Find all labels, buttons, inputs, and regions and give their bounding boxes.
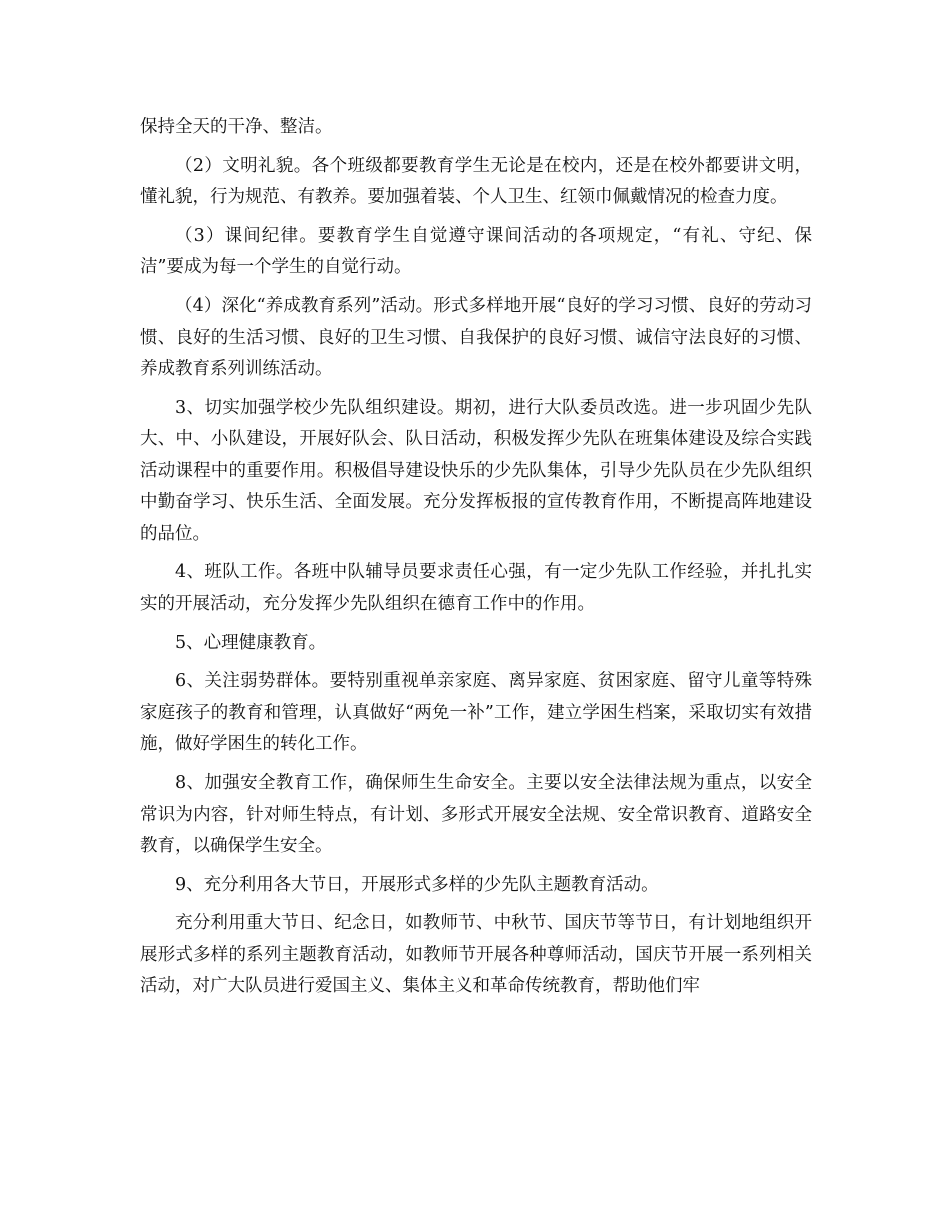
paragraph-vulnerable-groups: 6、关注弱势群体。要特别重视单亲家庭、离异家庭、贫困家庭、留守儿童等特殊家庭孩子的教育和管理，认真做好“两免一补”工作，建立学困生档案，采取切实有效措施，做好学困生的转化工作。	[140, 671, 812, 755]
paragraph-continuation: 保持全天的干净、整洁。	[140, 117, 333, 137]
paragraph-habit-education: （4）深化“养成教育系列”活动。形式多样地开展“良好的学习习惯、良好的劳动习惯、良好的生活习惯、良好的卫生习惯、自我保护的良好习惯、诚信守法良好的习惯、养成教育系列训练活动。	[140, 296, 812, 380]
paragraph-mental-health: 5、心理健康教育。	[175, 632, 327, 653]
paragraph-festival-activities: 充分利用重大节日、纪念日，如教师节、中秋节、国庆节等节日，有计划地组织开展形式多样的系列主题教育活动，如教师节开展各种尊师活动，国庆节开展一系列相关活动，对广大队员进行爱国主义、集体主义和革命传统教育，帮助他们牢	[140, 913, 812, 997]
paragraph-break-discipline: （3）课间纪律。要教育学生自觉遵守课间活动的各项规定，“有礼、守纪、保洁”要成为每一个学生的自觉行动。	[140, 225, 812, 278]
paragraph-organization-building: 3、切实加强学校少先队组织建设。期初，进行大队委员改选。进一步巩固少先队大、中、小队建设，开展好队会、队日活动，积极发挥少先队在班集体建设及综合实践活动课程中的重要作用。积极倡导建设快乐的少先队集体，引导少先队员在少先队组织中勤奋学习、快乐生活、全面发展。充分发挥板报的宣传教育作用，不断提高阵地建设的品位。	[140, 397, 812, 544]
paragraph-civility: （2）文明礼貌。各个班级都要教育学生无论是在校内，还是在校外都要讲文明，懂礼貌，行为规范、有教养。要加强着装、个人卫生、红领巾佩戴情况的检查力度。	[140, 155, 812, 208]
paragraph-safety-education: 8、加强安全教育工作，确保师生生命安全。主要以安全法律法规为重点，以安全常识为内容，针对师生特点，有计划、多形式开展安全法规、安全常识教育、道路安全教育，以确保学生安全。	[140, 773, 812, 856]
document-page	[140, 112, 812, 1010]
paragraph-festivals: 9、充分利用各大节日，开展形式多样的少先队主题教育活动。	[175, 874, 659, 895]
paragraph-class-work: 4、班队工作。各班中队辅导员要求责任心强，有一定少先队工作经验，并扎扎实实的开展活动，充分发挥少先队组织在德育工作中的作用。	[140, 562, 812, 614]
